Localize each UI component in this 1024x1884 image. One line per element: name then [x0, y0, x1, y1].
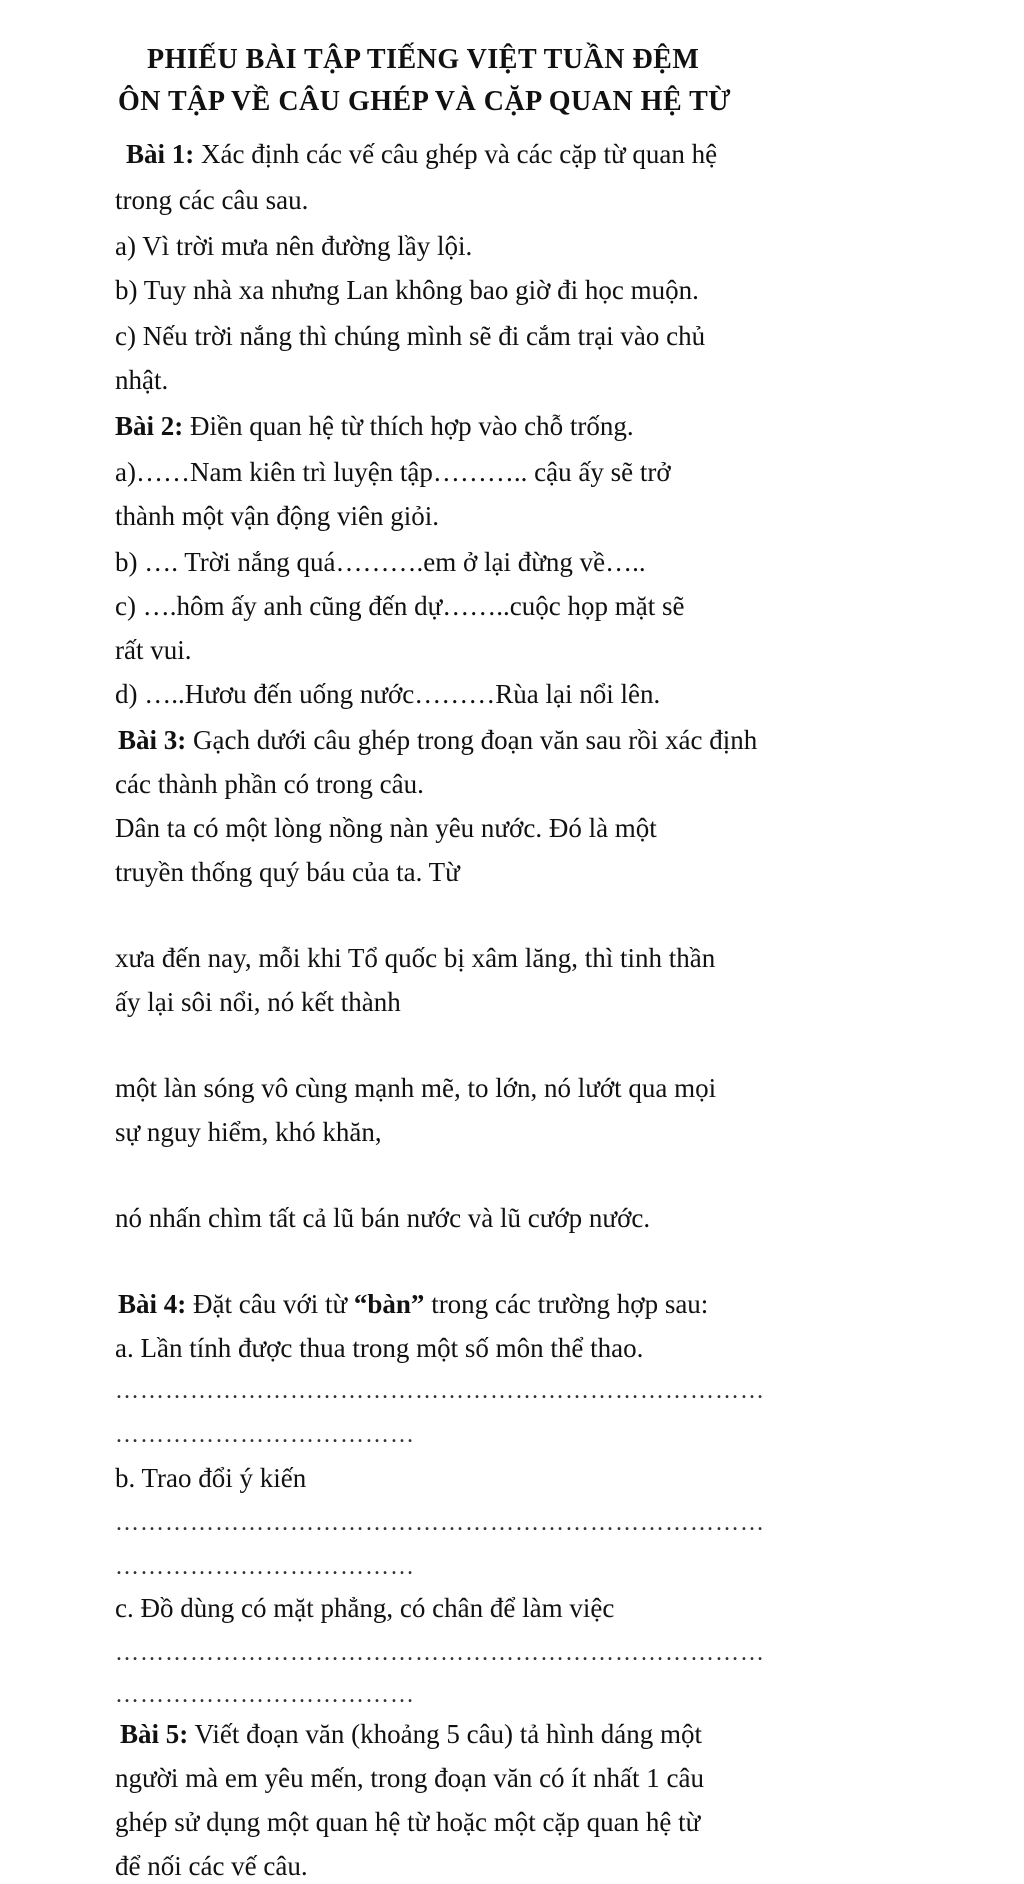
bai5-prompt-line4: để nối các vế câu. [115, 1851, 308, 1881]
bai3-passage-line3: xưa đến nay, mỗi khi Tổ quốc bị xâm lăng, thì tinh thần [115, 943, 716, 973]
bai2-item-a-line1: a)……Nam kiên trì luyện tập……….. cậu ấy sẽ trở [115, 457, 671, 487]
bai2-label: Bài 2: [115, 411, 184, 441]
bai3-label: Bài 3: [118, 725, 187, 755]
bai2-item-c-line1: c) ….hôm ấy anh cũng đến dự……..cuộc họp mặt sẽ [115, 591, 685, 621]
bai5-label: Bài 5: [120, 1719, 189, 1749]
bai2-item-b: b) …. Trời nắng quá……….em ở lại đừng về….. [115, 547, 646, 577]
bai4-c-answer-line2[interactable]: ……………………………… [115, 1682, 415, 1708]
bai1-prompt-line2: trong các câu sau. [115, 185, 309, 215]
bai4-a-answer-line1[interactable]: …………………………………………………………………… [115, 1378, 765, 1404]
bai4-b-answer-line1[interactable]: …………………………………………………………………… [115, 1510, 765, 1536]
bai5-prompt-line1 [120, 1716, 702, 1752]
title-line-2: ÔN TẬP VỀ CÂU GHÉP VÀ CẶP QUAN HỆ TỪ [118, 86, 732, 117]
bai3-passage-line4: ấy lại sôi nổi, nó kết thành [115, 987, 401, 1017]
bai3-prompt-line1 [118, 722, 757, 758]
bai1-label: Bài 1: [126, 139, 195, 169]
bai4-item-a: a. Lần tính được thua trong một số môn thể thao. [115, 1333, 644, 1363]
bai5-prompt-line3: ghép sử dụng một quan hệ từ hoặc một cặp quan hệ từ [115, 1807, 701, 1837]
bai2-item-c-line2: rất vui. [115, 635, 192, 665]
bai2-item-d: d) …..Hươu đến uống nước………Rùa lại nổi lên. [115, 679, 661, 709]
bai1-prompt-text: Xác định các vế câu ghép và các cặp từ quan hệ [194, 139, 718, 169]
bai3-passage-line2: truyền thống quý báu của ta. Từ [115, 857, 460, 887]
bai2-item-a-line2: thành một vận động viên giỏi. [115, 501, 439, 531]
bai4-prompt-post: trong các trường hợp sau: [424, 1289, 709, 1319]
bai3-prompt-line2: các thành phần có trong câu. [115, 769, 424, 799]
bai4-a-answer-line2[interactable]: ……………………………… [115, 1422, 415, 1448]
bai2-prompt [115, 408, 634, 444]
bai4-label: Bài 4: [118, 1289, 187, 1319]
bai3-prompt-text: Gạch dưới câu ghép trong đoạn văn sau rồi xác định [186, 725, 758, 755]
bai5-prompt-line2: người mà em yêu mến, trong đoạn văn có ít nhất 1 câu [115, 1763, 705, 1793]
bai4-c-answer-line1[interactable]: …………………………………………………………………… [115, 1640, 765, 1666]
bai3-passage-line1: Dân ta có một lòng nồng nàn yêu nước. Đó là một [115, 813, 657, 843]
bai2-prompt-text: Điền quan hệ từ thích hợp vào chỗ trống. [183, 411, 634, 441]
bai1-item-c-line1: c) Nếu trời nắng thì chúng mình sẽ đi cắm trại vào chủ [115, 321, 706, 351]
title-line-1: PHIẾU BÀI TẬP TIẾNG VIỆT TUẦN ĐỆM [147, 44, 700, 75]
bai1-item-c-line2: nhật. [115, 365, 169, 395]
bai3-passage-line7: nó nhấn chìm tất cả lũ bán nước và lũ cướp nước. [115, 1203, 651, 1233]
bai4-prompt [118, 1286, 708, 1322]
bai4-item-b: b. Trao đổi ý kiến [115, 1463, 307, 1493]
bai3-passage-line5: một làn sóng vô cùng mạnh mẽ, to lớn, nó lướt qua mọi [115, 1073, 717, 1103]
bai1-item-b: b) Tuy nhà xa nhưng Lan không bao giờ đi học muộn. [115, 275, 699, 305]
bai1-item-a: a) Vì trời mưa nên đường lầy lội. [115, 231, 473, 261]
bai1-prompt-line1 [126, 136, 717, 172]
bai4-item-c: c. Đồ dùng có mặt phẳng, có chân để làm việc [115, 1593, 615, 1623]
bai3-passage-line6: sự nguy hiểm, khó khăn, [115, 1117, 382, 1147]
bai4-b-answer-line2[interactable]: ……………………………… [115, 1554, 415, 1580]
bai4-keyword: “bàn” [353, 1289, 425, 1319]
bai5-prompt-text: Viết đoạn văn (khoảng 5 câu) tả hình dáng một [188, 1719, 703, 1749]
bai4-prompt-pre: Đặt câu với từ [186, 1289, 354, 1319]
